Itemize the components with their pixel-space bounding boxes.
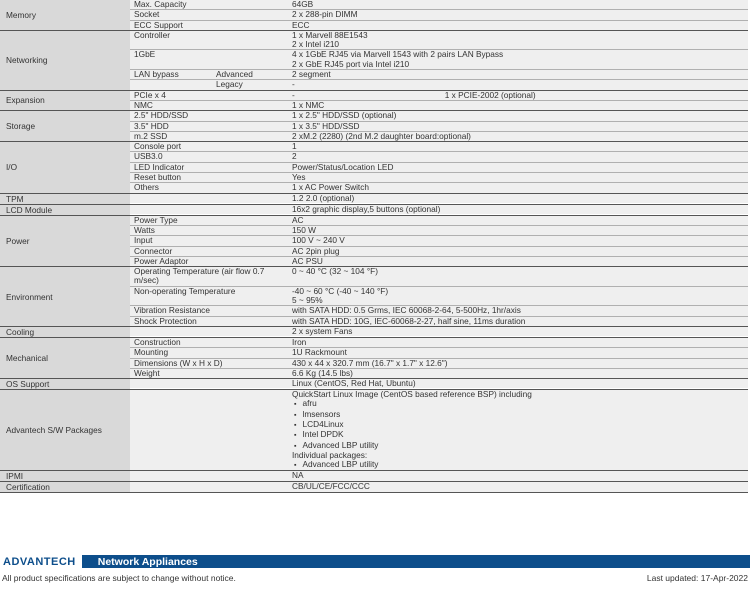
spec-item: [130, 50, 288, 69]
spec-row: [130, 246, 748, 256]
spec-value: AC PSU: [292, 255, 323, 266]
section-category: Power: [0, 216, 130, 266]
spec-value-text-2: 1 x PCIE-2002 (optional): [444, 89, 536, 100]
spec-row: [130, 216, 748, 225]
spec-item-label: Shock Protection: [134, 315, 197, 326]
spec-item: [130, 152, 288, 161]
spec-item-label: Watts: [134, 224, 155, 235]
spec-value: 2 x 288-pin DIMM: [292, 9, 358, 20]
spec-item: [130, 70, 288, 79]
spec-item-label: Power Adaptor: [134, 255, 189, 266]
spec-value: 4 x 1GbE RJ45 via Marvell 1543 with 2 pairs LAN Bypass 2 x GbE RJ45 port via Intel i210: [292, 49, 504, 69]
section-category: Environment: [0, 267, 130, 326]
bullet-item: ▪ Intel DPDK: [292, 430, 748, 440]
spec-item: [130, 163, 288, 172]
spec-value-text: Individual packages:: [292, 449, 368, 460]
advantech-logo: ADVANTECH: [0, 555, 82, 568]
spec-row: [130, 162, 748, 172]
spec-value: 1.2 2.0 (optional): [292, 192, 355, 203]
spec-item: [130, 31, 288, 50]
spec-row: [130, 31, 748, 50]
spec-value: CB/UL/CE/FCC/CCC: [292, 481, 370, 492]
spec-value: 2: [292, 151, 297, 162]
section-category: Cooling: [0, 327, 130, 337]
spec-item: [130, 267, 288, 286]
spec-item: [130, 91, 288, 100]
spec-value: AC 2pin plug: [292, 245, 340, 256]
spec-item: [130, 287, 288, 306]
spec-value-text: QuickStart Linux Image (CentOS based reference BSP) including: [292, 389, 532, 400]
spec-item: [130, 173, 288, 182]
spec-row: [130, 49, 748, 69]
spec-value: [288, 390, 748, 470]
spec-item-label: Dimensions (W x H x D): [134, 357, 223, 368]
spec-row: [130, 91, 748, 100]
spec-value: AC: [292, 214, 304, 225]
footer-title: Network Appliances: [97, 555, 198, 568]
spec-item-label: Others: [134, 182, 159, 193]
spec-row: [130, 194, 748, 203]
spec-row: [130, 338, 748, 347]
spec-item: [130, 306, 288, 315]
spec-item-label: 2.5" HDD/SSD: [134, 110, 189, 121]
spec-section: [0, 390, 748, 471]
section-category: TPM: [0, 194, 130, 204]
spec-row: [130, 0, 748, 9]
spec-item: [130, 142, 288, 151]
spec-value-text: -: [292, 89, 295, 100]
spec-section: [0, 111, 748, 142]
spec-value: 1 x NMC: [292, 99, 325, 110]
spec-sub-item: Advanced: [216, 69, 253, 80]
spec-value: 16x2 graphic display,5 buttons (optional): [292, 203, 441, 214]
section-category: Memory: [0, 0, 130, 30]
spec-row: [130, 142, 748, 151]
spec-section: [0, 31, 748, 91]
spec-item: [130, 236, 288, 245]
spec-value: Linux (CentOS, Red Hat, Ubuntu): [292, 378, 416, 389]
spec-row: [130, 131, 748, 141]
spec-item-label: ECC Support: [134, 19, 183, 30]
spec-value: Power/Status/Location LED: [292, 161, 394, 172]
spec-item: [130, 21, 288, 30]
section-category: I/O: [0, 142, 130, 192]
spec-item: [130, 390, 288, 470]
spec-item: [130, 226, 288, 235]
spec-item-label: 1GbE: [134, 49, 156, 60]
section-category: Advantech S/W Packages: [0, 390, 130, 470]
spec-row: [130, 305, 748, 315]
section-category: Storage: [0, 111, 130, 141]
spec-value: -40 ~ 60 °C (-40 ~ 140 °F) 5 ~ 95%: [292, 285, 389, 306]
spec-value: 2 xM.2 (2280) (2nd M.2 daughter board:optional): [292, 130, 471, 141]
spec-row: [130, 347, 748, 357]
spec-item-label: Mounting: [134, 347, 169, 358]
bullet-item: ▪ Advanced LBP utility: [292, 441, 748, 451]
spec-item-label: Reset button: [134, 172, 182, 183]
spec-row: [130, 205, 748, 214]
footer-bar: [0, 555, 750, 568]
spec-value: Iron: [292, 336, 307, 347]
spec-item-label: Construction: [134, 336, 181, 347]
spec-value: NA: [292, 470, 304, 481]
spec-section: [0, 142, 748, 193]
section-category: IPMI: [0, 471, 130, 481]
spec-item-label: m.2 SSD: [134, 130, 168, 141]
spec-section: [0, 327, 748, 338]
spec-item-label: Vibration Resistance: [134, 305, 210, 316]
spec-item: [130, 348, 288, 357]
spec-section: [0, 482, 748, 493]
spec-item: [130, 122, 288, 131]
spec-item: [130, 111, 288, 120]
spec-item: [130, 80, 288, 89]
bullet-item: ▪ afru: [292, 399, 748, 409]
spec-value: with SATA HDD: 0.5 Grms, IEC 60068-2-64, 5-500Hz, 1hr/axis: [292, 305, 521, 316]
spec-item: [130, 379, 288, 388]
bullet-item: ▪ lmsensors: [292, 410, 748, 420]
spec-section: [0, 194, 748, 205]
spec-item: [130, 132, 288, 141]
spec-row: [130, 379, 748, 388]
spec-item: [130, 10, 288, 19]
spec-section: [0, 338, 748, 379]
spec-row: [130, 225, 748, 235]
spec-value: 1 x 2.5" HDD/SSD (optional): [292, 110, 397, 121]
spec-item-label: Max. Capacity: [134, 0, 187, 9]
spec-item-label: Input: [134, 235, 153, 246]
spec-item: [130, 0, 288, 9]
spec-item: [130, 101, 288, 110]
spec-section: [0, 267, 748, 327]
spec-sub-item: Legacy: [216, 79, 243, 90]
spec-value: 1 x Marvell 88E1543 2 x Intel i210: [292, 29, 368, 50]
spec-value: 2 segment: [292, 69, 331, 80]
spec-value: 430 x 44 x 320.7 mm (16.7" x 1.7" x 12.6"): [292, 357, 448, 368]
spec-section: [0, 471, 748, 482]
bullet-item: ▪ Advanced LBP utility: [292, 460, 748, 470]
spec-item: [130, 257, 288, 266]
spec-section: [0, 0, 748, 31]
spec-value: -: [292, 79, 295, 90]
spec-row: [130, 111, 748, 120]
spec-row: [130, 390, 748, 470]
spec-value: with SATA HDD: 10G, IEC-60068-2-27, half sine, 11ms duration: [292, 315, 526, 326]
spec-item-label: USB3.0: [134, 151, 163, 162]
spec-value: 100 V ~ 240 V: [292, 235, 345, 246]
spec-item-label: Console port: [134, 141, 182, 152]
spec-item-label: 3.5" HDD: [134, 120, 169, 131]
spec-item: [130, 216, 288, 225]
spec-item-label: Non-operating Temperature: [134, 285, 236, 296]
spec-section: [0, 91, 748, 112]
disclaimer-note: All product specifications are subject to change without notice.: [2, 573, 236, 583]
spec-item-label: Controller: [134, 29, 170, 40]
spec-row: [130, 256, 748, 266]
spec-row: [130, 121, 748, 131]
spec-item: [130, 317, 288, 326]
spec-item-label: Operating Temperature (air flow 0.7 m/sec): [134, 266, 265, 286]
spec-value: 0 ~ 40 °C (32 ~ 104 °F): [292, 266, 378, 277]
section-category: Certification: [0, 482, 130, 492]
spec-value: Yes: [292, 172, 306, 183]
spec-item: [130, 194, 288, 203]
spec-value: ECC: [292, 19, 310, 30]
spec-row: [130, 79, 748, 89]
section-category: Mechanical: [0, 338, 130, 378]
spec-item: [130, 369, 288, 378]
spec-row: [130, 9, 748, 19]
spec-item: [130, 183, 288, 192]
bullet-item: ▪ LCD4Linux: [292, 420, 748, 430]
spec-item-label: LAN bypass: [134, 69, 179, 80]
spec-section: [0, 205, 748, 216]
spec-item: [130, 359, 288, 368]
section-category: LCD Module: [0, 205, 130, 215]
spec-value: 1 x AC Power Switch: [292, 182, 370, 193]
spec-section: [0, 216, 748, 267]
spec-row: [130, 471, 748, 480]
spec-item-label: Socket: [134, 9, 160, 20]
spec-value: 1 x 3.5" HDD/SSD: [292, 120, 360, 131]
spec-item: [130, 205, 288, 214]
spec-row: [130, 286, 748, 306]
spec-row: [130, 100, 748, 110]
spec-value: 6.6 Kg (14.5 lbs): [292, 367, 353, 378]
spec-value: [288, 91, 748, 100]
spec-item: [130, 471, 288, 480]
spec-row: [130, 182, 748, 192]
spec-item: [130, 482, 288, 491]
spec-item-label: NMC: [134, 99, 153, 110]
spec-row: [130, 151, 748, 161]
spec-row: [130, 482, 748, 491]
section-category: Networking: [0, 31, 130, 90]
spec-row: [130, 69, 748, 79]
section-category: Expansion: [0, 91, 130, 111]
spec-row: [130, 20, 748, 30]
spec-item: [130, 327, 288, 336]
spec-item-label: Connector: [134, 245, 173, 256]
spec-row: [130, 368, 748, 378]
spec-value: 150 W: [292, 224, 316, 235]
spec-item-label: LED Indicator: [134, 161, 185, 172]
spec-value: 64GB: [292, 0, 314, 9]
spec-value: 1: [292, 141, 297, 152]
spec-row: [130, 172, 748, 182]
spec-item: [130, 247, 288, 256]
spec-row: [130, 235, 748, 245]
spec-item-label: Power Type: [134, 214, 178, 225]
spec-value: 1U Rackmount: [292, 347, 347, 358]
spec-item-label: Weight: [134, 367, 160, 378]
last-updated: Last updated: 17-Apr-2022: [646, 573, 748, 583]
spec-item-label: PCIe x 4: [134, 89, 166, 100]
section-category: OS Support: [0, 379, 130, 389]
spec-row: [130, 327, 748, 336]
spec-value: 2 x system Fans: [292, 325, 353, 336]
spec-row: [130, 358, 748, 368]
spec-row: [130, 316, 748, 326]
spec-item: [130, 338, 288, 347]
spec-row: [130, 267, 748, 286]
